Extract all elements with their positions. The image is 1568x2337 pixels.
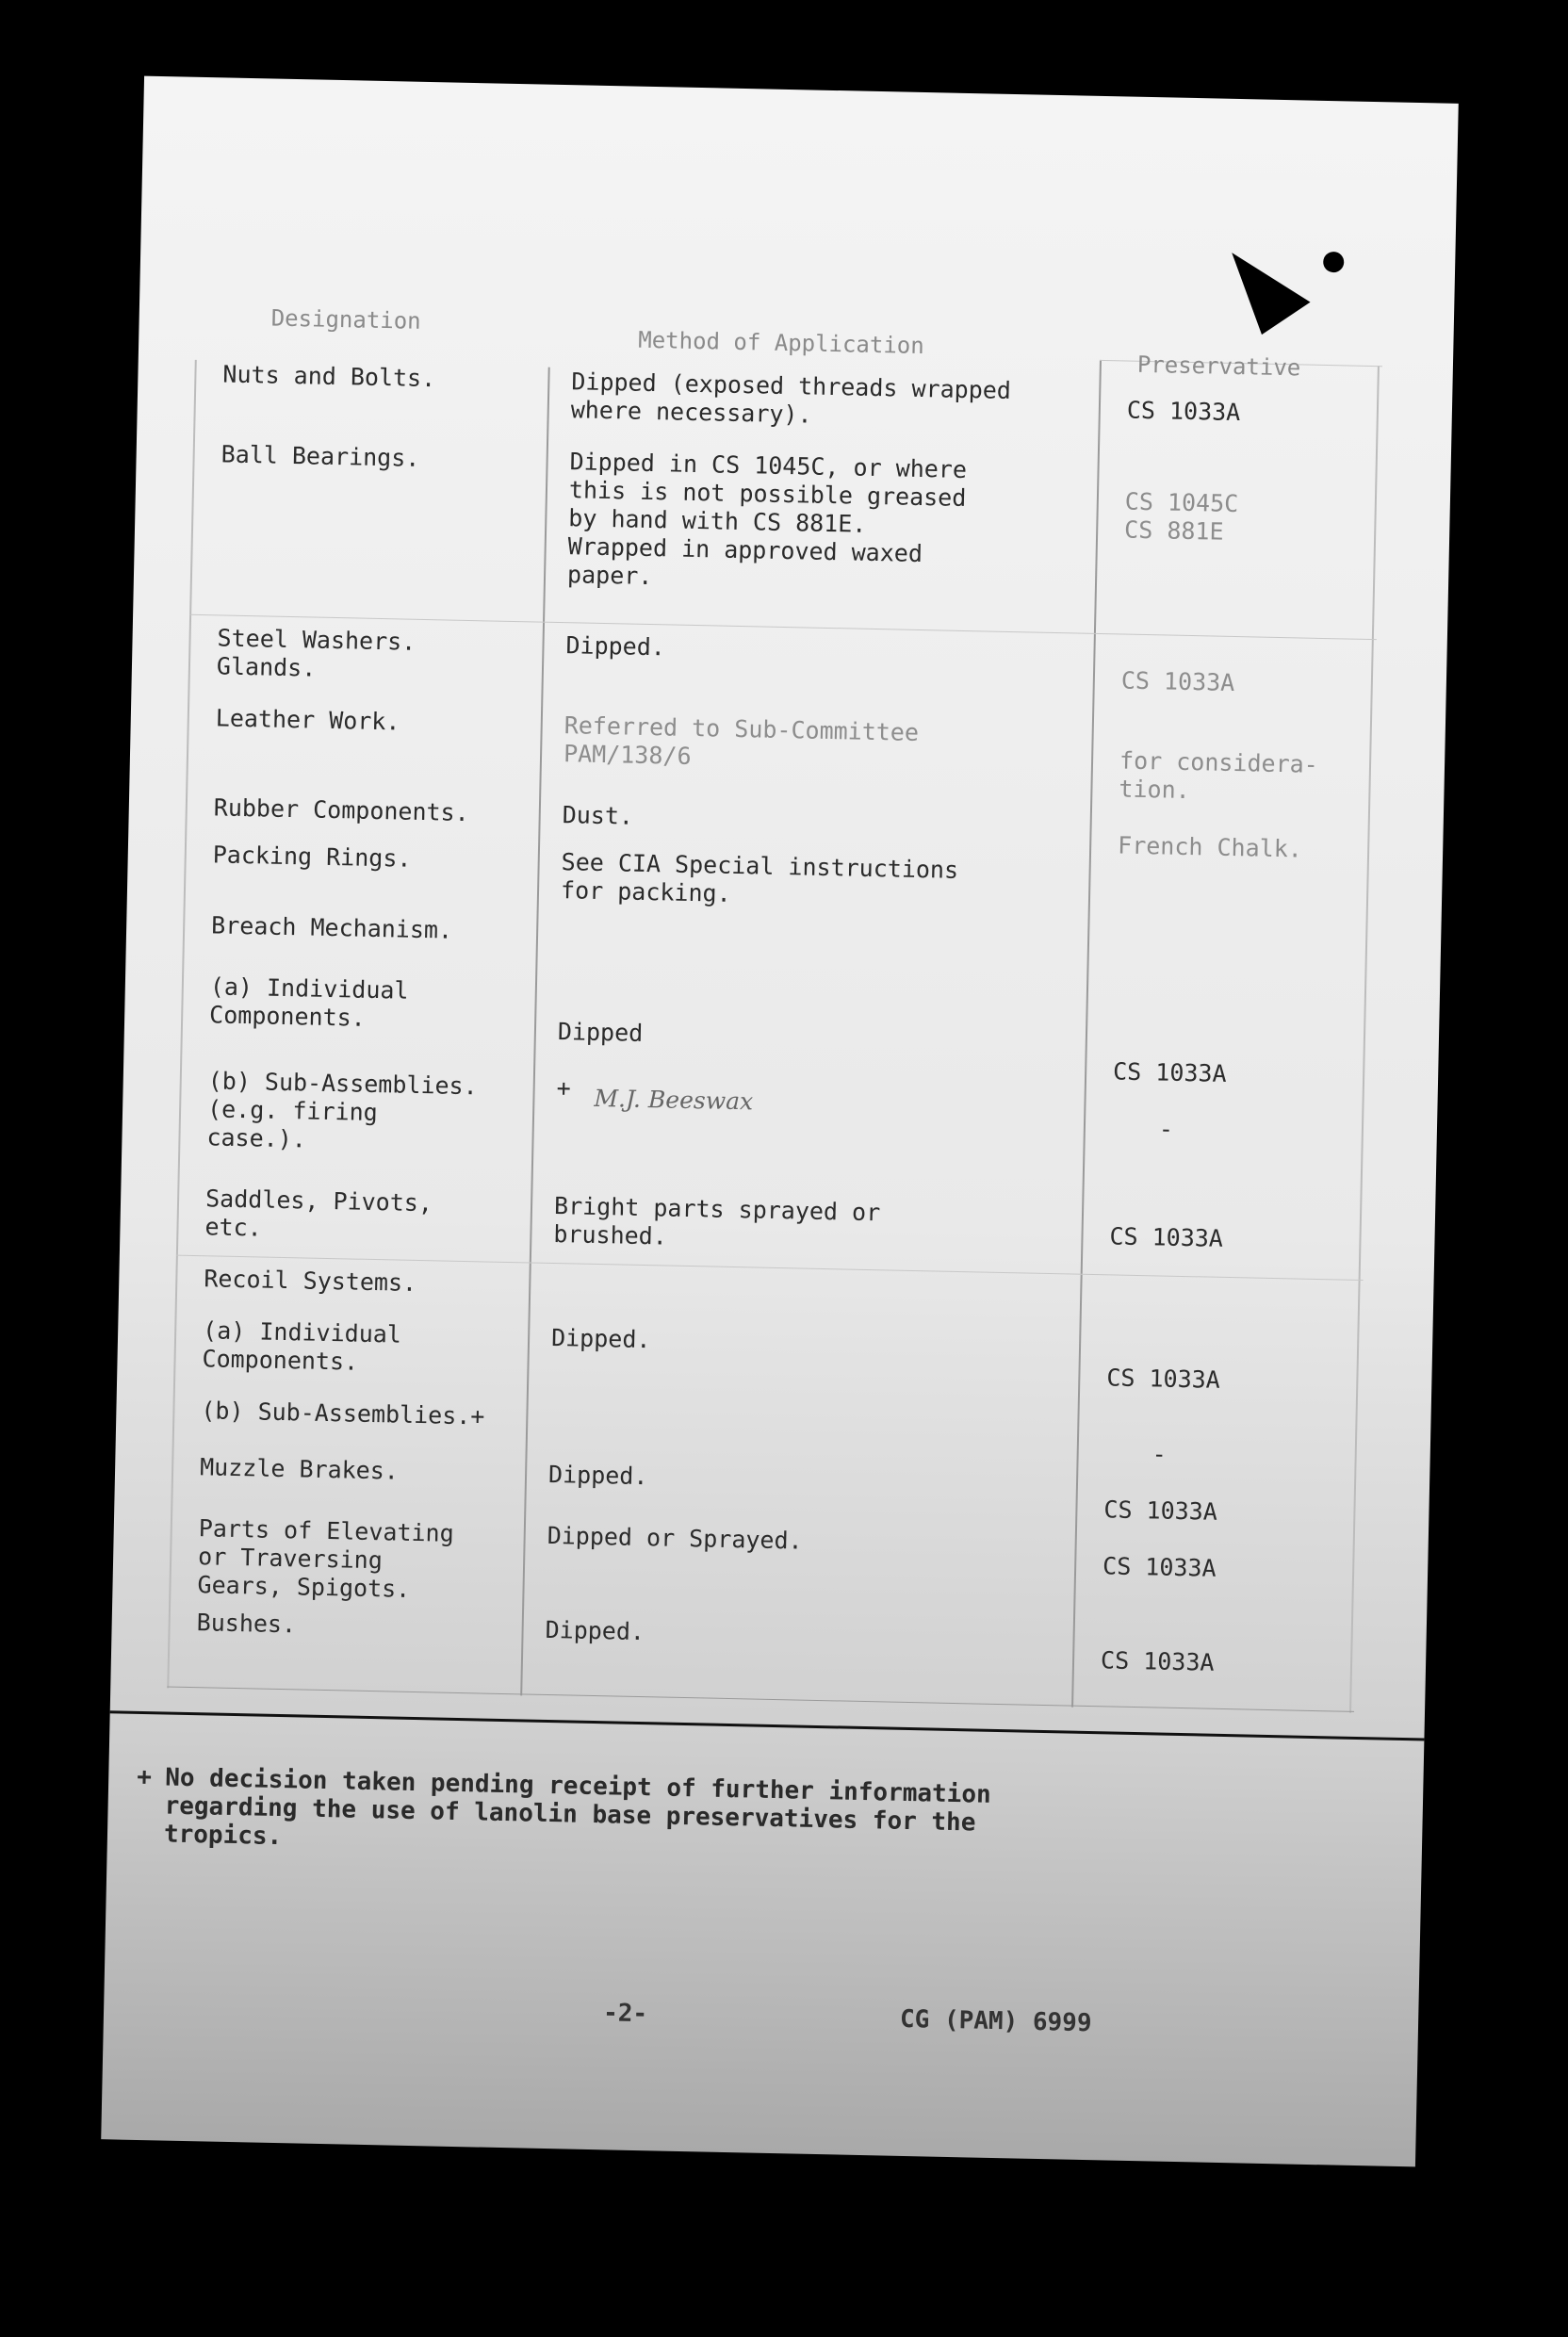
header-method: Method of Application xyxy=(638,326,924,360)
preservation-table xyxy=(167,303,1383,1713)
method-cell: Dipped or Sprayed. xyxy=(547,1521,803,1555)
footnote-divider xyxy=(101,1709,1459,1741)
method-cell: Dipped. xyxy=(565,631,666,662)
handwritten-signature: M.J. Beeswax xyxy=(594,1084,754,1116)
designation-cell: (a) Individual Components. xyxy=(202,1316,402,1376)
designation-cell: (b) Sub-Assemblies. (e.g. firing case.). xyxy=(206,1067,478,1153)
preservative-cell xyxy=(1108,1283,1353,1288)
designation-cell: Recoil Systems. xyxy=(204,1265,417,1297)
designation-cell: (b) Sub-Assemblies.+ xyxy=(201,1397,485,1430)
table-left-border xyxy=(167,360,197,1689)
designation-cell: (a) Individual Components. xyxy=(208,972,409,1032)
table-row xyxy=(182,972,1369,1087)
designation-cell: Rubber Components. xyxy=(213,793,470,827)
method-cell xyxy=(553,1272,1062,1283)
method-cell xyxy=(550,1404,1059,1414)
document-page xyxy=(101,76,1459,2167)
preservative-cell: - xyxy=(1158,1115,1174,1143)
footnote-symbol: + xyxy=(136,1762,153,1792)
designation-cell: Parts of Elevating or Traversing Gears, Spigots. xyxy=(197,1514,455,1603)
table-row xyxy=(188,704,1375,805)
table-row xyxy=(193,440,1380,591)
ink-dot xyxy=(1323,252,1344,272)
method-cell xyxy=(560,919,1069,929)
method-cell: Dipped (exposed threads wrapped where necessary). xyxy=(570,368,1012,429)
preservative-cell: CS 1033A xyxy=(1112,1057,1227,1087)
page-number: -2- xyxy=(602,1999,648,2029)
method-cell: Dipped. xyxy=(545,1615,645,1646)
designation-cell: Ball Bearings. xyxy=(220,440,420,472)
footnote-text: No decision taken pending receipt of further information regarding the use of lanolin base preservatives for the tropics. xyxy=(163,1763,991,1852)
designation-cell: Steel Washers. Glands. xyxy=(216,624,416,682)
designation-cell: Packing Rings. xyxy=(212,841,412,873)
designation-cell: Leather Work. xyxy=(215,704,400,736)
table-row xyxy=(175,1316,1363,1394)
table-bottom-border xyxy=(167,1687,1354,1712)
table-row xyxy=(173,1397,1361,1468)
method-cell: Referred to Sub-Committee PAM/138/6 xyxy=(563,711,920,770)
method-cell: + xyxy=(556,1074,572,1103)
preservative-cell: CS 1033A xyxy=(1100,1646,1215,1676)
preservative-cell: French Chalk. xyxy=(1117,831,1303,863)
preservative-cell: CS 1033A xyxy=(1120,666,1235,697)
designation-cell: Muzzle Brakes. xyxy=(199,1453,400,1485)
method-cell: See CIA Special instructions for packing. xyxy=(560,848,959,907)
table-row xyxy=(169,1609,1356,1676)
preservative-cell: CS 1033A xyxy=(1103,1495,1218,1526)
designation-cell: Bushes. xyxy=(196,1609,297,1639)
method-cell: Dipped xyxy=(557,1018,644,1047)
preservative-cell: for considera- tion. xyxy=(1119,746,1319,805)
preservative-cell: - xyxy=(1152,1440,1168,1468)
method-cell: Dust. xyxy=(562,801,634,830)
preservative-cell: CS 1033A xyxy=(1109,1222,1224,1252)
method-cell: Dipped in CS 1045C, or where this is not possible greased by hand with CS 881E. Wrapped in approved waxed paper. xyxy=(566,448,968,591)
method-cell: Dipped. xyxy=(547,1460,648,1491)
preservative-cell: CS 1033A xyxy=(1126,396,1241,427)
preservative-cell: CS 1033A xyxy=(1106,1364,1221,1394)
designation-cell: Saddles, Pivots, etc. xyxy=(204,1185,433,1242)
header-preservative: Preservative xyxy=(1136,351,1301,382)
preservative-cell xyxy=(1116,930,1361,935)
table-row xyxy=(177,1185,1364,1252)
designation-cell: Breach Mechanism. xyxy=(210,911,453,944)
table-row xyxy=(184,911,1371,944)
preservative-cell: CS 1045C CS 881E xyxy=(1123,487,1239,546)
method-cell: Dipped. xyxy=(550,1323,651,1354)
document-reference: CG (PAM) 6999 xyxy=(899,2004,1092,2038)
preservative-cell: CS 1033A xyxy=(1102,1552,1217,1582)
ink-mark xyxy=(1215,232,1311,335)
designation-cell: Nuts and Bolts. xyxy=(222,360,436,393)
method-cell: Bright parts sprayed or brushed. xyxy=(553,1192,881,1250)
header-designation: Designation xyxy=(270,304,421,335)
table-right-border xyxy=(1349,366,1380,1713)
